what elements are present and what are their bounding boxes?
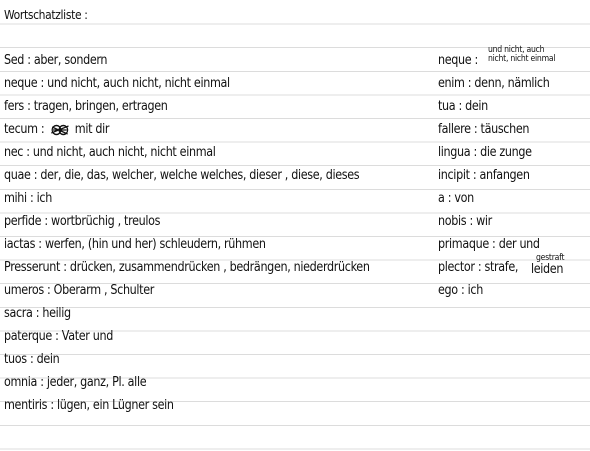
vocab-entry-neque-right-meaning-line1: und nicht, auch (488, 45, 545, 55)
vocab-entry-tecum (4, 122, 109, 137)
vocab-entry-presserunt: Presserunt : drücken, zusammendrücken , bedrängen, niederdrücken (4, 260, 370, 275)
vocab-entry-neque: neque : und nicht, auch nicht, nicht einmal (4, 76, 230, 91)
vocab-entry-enim: enim : denn, nämlich (438, 76, 550, 91)
vocab-entry-omnia: omnia : jeder, ganz, Pl. alle (4, 375, 147, 390)
vocab-entry-primaque: primaque : der und (438, 237, 540, 252)
vocab-entry-ego: ego : ich (438, 283, 483, 298)
vocab-entry-iactas: iactas : werfen, (hin und her) schleudern, rühmen (4, 237, 266, 252)
vocab-entry-sed: Sed : aber, sondern (4, 53, 108, 68)
vocab-entry-lingua: lingua : die zunge (438, 145, 532, 160)
vocab-entry-fallere: fallere : täuschen (438, 122, 530, 137)
vocab-entry-a: a : von (438, 191, 474, 206)
vocab-entry-mentiris: mentiris : lügen, ein Lügner sein (4, 398, 174, 413)
vocab-entry-sacra: sacra : heilig (4, 306, 71, 321)
vocab-entry-plector: plector : strafe, (438, 260, 519, 275)
vocab-entry-perfide: perfide : wortbrüchig , treulos (4, 214, 161, 229)
vocab-entry-plector-superscript: gestraft (536, 253, 565, 263)
vocab-entry-paterque: paterque : Vater und (4, 329, 113, 344)
page-title: Wortschatzliste : (4, 7, 88, 22)
vocab-entry-quae: quae : der, die, das, welcher, welche welches, dieser , diese, dieses (4, 168, 360, 183)
vocab-entry-tecum-meaning: mit dir (74, 122, 110, 137)
vocab-entry-tuos: tuos : dein (4, 352, 60, 367)
vocab-entry-nec: nec : und nicht, auch nicht, nicht einmal (4, 145, 216, 160)
vocab-entry-plector-tail: leiden (531, 262, 564, 277)
vocab-entry-neque-right: neque : (438, 53, 478, 68)
vocab-entry-fers: fers : tragen, bringen, ertragen (4, 99, 168, 114)
crossed-out-scribble (49, 123, 70, 137)
vocab-entry-tua: tua : dein (438, 99, 488, 114)
vocab-entry-nobis: nobis : wir (438, 214, 492, 229)
vocab-entry-mihi: mihi : ich (4, 191, 52, 206)
vocab-entry-tecum-word: tecum : (4, 122, 45, 137)
vocab-entry-neque-right-meaning-line2: nicht, nicht einmal (488, 54, 556, 64)
vocab-entry-incipit: incipit : anfangen (438, 168, 530, 183)
vocab-entry-umeros: umeros : Oberarm , Schulter (4, 283, 155, 298)
